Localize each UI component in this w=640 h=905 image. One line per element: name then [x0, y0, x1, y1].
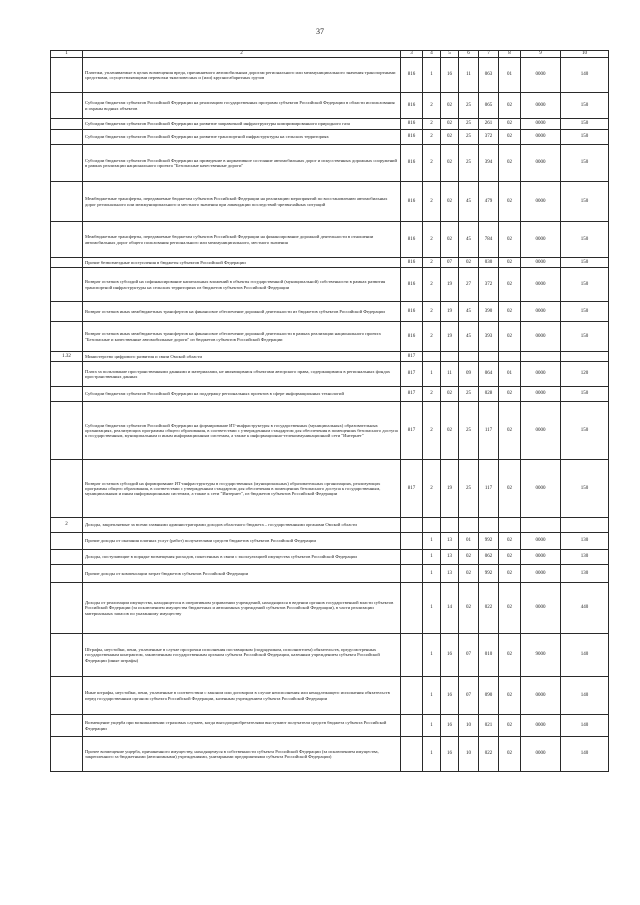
code-cell: 064: [479, 362, 499, 387]
table-row: [51, 302, 609, 322]
row-description: Прочие доходы от компенсации затрат бюджетов субъектов Российской Федерации: [83, 565, 401, 583]
code-cell: 07: [459, 634, 479, 677]
code-cell: 02: [459, 583, 479, 634]
code-cell: [479, 518, 499, 533]
code-cell: 022: [479, 737, 499, 772]
code-cell: 1: [423, 550, 441, 565]
code-cell: 02: [499, 677, 521, 715]
code-cell: 11: [441, 362, 459, 387]
code-cell: 16: [441, 677, 459, 715]
column-header: 6: [459, 51, 479, 58]
code-cell: 02: [499, 222, 521, 258]
code-cell: 393: [479, 322, 499, 352]
code-cell: 372: [479, 268, 499, 302]
code-cell: 021: [479, 715, 499, 737]
column-header: 7: [479, 51, 499, 58]
code-cell: 130: [561, 565, 609, 583]
code-cell: 02: [459, 565, 479, 583]
row-description: Штрафы, неустойки, пени, уплаченные в случае просрочки исполнения поставщиком (подрядчиком, исполнителем) обязательств, предусмотренных государственным контрактом, заключенным государственным органом субъекта Российской Федерации, казенным учреждением субъекта Российской Федерации (иные штрафы): [83, 634, 401, 677]
table-row: [51, 58, 609, 93]
code-cell: 25: [459, 119, 479, 130]
code-cell: 2: [423, 145, 441, 182]
code-cell: 0000: [521, 460, 561, 518]
code-cell: 816: [401, 222, 423, 258]
code-cell: [441, 518, 459, 533]
code-cell: 02: [499, 130, 521, 145]
code-cell: 150: [561, 302, 609, 322]
code-cell: 0000: [521, 93, 561, 119]
code-cell: 0000: [521, 583, 561, 634]
code-cell: 1: [423, 634, 441, 677]
code-cell: 02: [459, 258, 479, 268]
code-cell: 117: [479, 402, 499, 460]
table-row: [51, 550, 609, 565]
row-description: Субсидии бюджетам субъектов Российской Федерации на формирование ИТ-инфраструктуры в государственных (муниципальных) образовательных организациях, реализующих программы общего образования, в соответствии с утвержденным стандартом для обеспечения в помещениях безопасного доступа к государственным, муниципальным и иным информационным системам, а также к информационно-телекоммуникационной сети "Интернет": [83, 402, 401, 460]
code-cell: 140: [561, 58, 609, 93]
code-cell: 1: [423, 533, 441, 550]
row-index: [51, 258, 83, 268]
code-cell: 02: [499, 565, 521, 583]
code-cell: 117: [479, 460, 499, 518]
code-cell: [499, 518, 521, 533]
row-index: [51, 460, 83, 518]
row-description: Возврат остатков иных межбюджетных трансфертов на финансовое обеспечение дорожной деятельности в рамках реализации национального проекта "Безопасные и качественные автомобильные дороги" из бюджетов субъектов Российской Федерации: [83, 322, 401, 352]
code-cell: 02: [441, 387, 459, 402]
code-cell: 02: [441, 93, 459, 119]
code-cell: [561, 518, 609, 533]
code-cell: 2: [423, 182, 441, 222]
code-cell: 2: [423, 119, 441, 130]
code-cell: 0000: [521, 145, 561, 182]
code-cell: 2: [423, 222, 441, 258]
code-cell: [423, 518, 441, 533]
column-header: 1: [51, 51, 83, 58]
table-row: [51, 402, 609, 460]
code-cell: 25: [459, 402, 479, 460]
row-index: [51, 402, 83, 460]
code-cell: 19: [441, 460, 459, 518]
row-index: [51, 268, 83, 302]
code-cell: 02: [499, 737, 521, 772]
row-description: Возмещение ущерба при возникновении страховых случаев, когда выгодоприобретателями выступают получатели средств бюджета субъекта Российской Федерации: [83, 715, 401, 737]
code-cell: 022: [479, 583, 499, 634]
code-cell: 9000: [521, 634, 561, 677]
code-cell: 02: [499, 715, 521, 737]
row-index: [51, 634, 83, 677]
code-cell: 816: [401, 58, 423, 93]
row-index: [51, 322, 83, 352]
code-cell: 816: [401, 268, 423, 302]
table-row: [51, 222, 609, 258]
code-cell: 02: [441, 222, 459, 258]
row-index: [51, 362, 83, 387]
code-cell: 10: [459, 715, 479, 737]
table-row: [51, 565, 609, 583]
row-index: [51, 93, 83, 119]
code-cell: 01: [499, 362, 521, 387]
code-cell: [401, 533, 423, 550]
code-cell: 150: [561, 93, 609, 119]
column-header: 5: [441, 51, 459, 58]
code-cell: 0000: [521, 258, 561, 268]
table-row: [51, 533, 609, 550]
code-cell: 816: [401, 119, 423, 130]
code-cell: 394: [479, 145, 499, 182]
code-cell: 2: [423, 387, 441, 402]
row-index: [51, 302, 83, 322]
row-description: Прочие доходы от оказания платных услуг (работ) получателями средств бюджетов субъектов Российской Федерации: [83, 533, 401, 550]
code-cell: 10: [459, 737, 479, 772]
code-cell: 2: [423, 130, 441, 145]
code-cell: 130: [561, 550, 609, 565]
code-cell: 150: [561, 119, 609, 130]
row-description: Субсидии бюджетам субъектов Российской Федерации на приведение в нормативное состояние автомобильных дорог и искусственных дорожных сооружений в рамках реализации национального проекта "Безопасные качественные дороги": [83, 145, 401, 182]
table-row: [51, 145, 609, 182]
table-row: [51, 362, 609, 387]
code-cell: 13: [441, 533, 459, 550]
row-index: [51, 737, 83, 772]
code-cell: 150: [561, 130, 609, 145]
code-cell: 02: [499, 93, 521, 119]
code-cell: 816: [401, 302, 423, 322]
row-description: Иные штрафы, неустойки, пени, уплаченные в соответствии с законом или договором в случае неисполнения или ненадлежащего исполнения обязательств перед государственным органом субъекта Российской Федерации, казенным учреждением субъекта Российской Федерации: [83, 677, 401, 715]
column-header: 2: [83, 51, 401, 58]
code-cell: 090: [479, 677, 499, 715]
code-cell: 02: [441, 119, 459, 130]
code-cell: 02: [499, 583, 521, 634]
code-cell: 816: [401, 258, 423, 268]
code-cell: 0000: [521, 58, 561, 93]
code-cell: 817: [401, 352, 423, 362]
code-cell: [401, 550, 423, 565]
code-cell: 0000: [521, 130, 561, 145]
code-cell: 02: [499, 145, 521, 182]
code-cell: 2: [423, 302, 441, 322]
row-description: Платежи, уплачиваемые в целях возмещения вреда, причиняемого автомобильным дорогам регионального или межмуниципального значения транспортными средствами, осуществляющими перевозки тяжеловесных и (или) крупногабаритных грузов: [83, 58, 401, 93]
row-index: 2: [51, 518, 83, 533]
code-cell: 0000: [521, 737, 561, 772]
code-cell: 25: [459, 145, 479, 182]
code-cell: 16: [441, 715, 459, 737]
column-header: 9: [521, 51, 561, 58]
table-row: [51, 322, 609, 352]
code-cell: 816: [401, 322, 423, 352]
code-cell: 150: [561, 322, 609, 352]
table-row: [51, 715, 609, 737]
row-description: Субсидии бюджетам субъектов Российской Федерации на развитие заправочной инфраструктуры компримированного природного газа: [83, 119, 401, 130]
code-cell: [499, 352, 521, 362]
code-cell: 0000: [521, 550, 561, 565]
row-description: Субсидии бюджетам субъектов Российской Федерации на поддержку региональных проектов в сфере информационных технологий: [83, 387, 401, 402]
row-index: [51, 677, 83, 715]
code-cell: 07: [459, 677, 479, 715]
code-cell: 390: [479, 302, 499, 322]
table-row: [51, 93, 609, 119]
code-cell: 02: [499, 302, 521, 322]
code-cell: [401, 634, 423, 677]
row-index: [51, 387, 83, 402]
code-cell: 01: [459, 533, 479, 550]
code-cell: 2: [423, 268, 441, 302]
code-cell: 150: [561, 387, 609, 402]
code-cell: 19: [441, 322, 459, 352]
code-cell: 25: [459, 93, 479, 119]
table-row: [51, 130, 609, 145]
code-cell: 0000: [521, 322, 561, 352]
code-cell: 0000: [521, 182, 561, 222]
code-cell: 13: [441, 550, 459, 565]
row-index: [51, 119, 83, 130]
code-cell: 09: [459, 362, 479, 387]
code-cell: 816: [401, 145, 423, 182]
code-cell: 150: [561, 182, 609, 222]
code-cell: 02: [441, 182, 459, 222]
row-index: [51, 715, 83, 737]
code-cell: 130: [561, 533, 609, 550]
page-number: 37: [316, 27, 324, 36]
code-cell: 01: [499, 58, 521, 93]
table-row: [51, 460, 609, 518]
code-cell: 1: [423, 565, 441, 583]
code-cell: 1: [423, 58, 441, 93]
code-cell: [561, 352, 609, 362]
code-cell: 02: [499, 460, 521, 518]
code-cell: 02: [459, 550, 479, 565]
table-row: [51, 583, 609, 634]
row-description: Субсидии бюджетам субъектов Российской Федерации на развитие транспортной инфраструктуры на сельских территориях: [83, 130, 401, 145]
row-index: [51, 565, 83, 583]
code-cell: 02: [499, 402, 521, 460]
code-cell: 02: [499, 634, 521, 677]
code-cell: [521, 352, 561, 362]
code-cell: 440: [561, 583, 609, 634]
code-cell: 992: [479, 533, 499, 550]
row-index: 1.32: [51, 352, 83, 362]
table-row: [51, 518, 609, 533]
row-index: [51, 222, 83, 258]
code-cell: [479, 352, 499, 362]
code-cell: 150: [561, 402, 609, 460]
table-row: [51, 182, 609, 222]
code-cell: [441, 352, 459, 362]
code-cell: 2: [423, 460, 441, 518]
code-cell: [459, 352, 479, 362]
code-cell: 1: [423, 737, 441, 772]
code-cell: 02: [499, 182, 521, 222]
table-row: [51, 352, 609, 362]
code-cell: 1: [423, 715, 441, 737]
code-cell: 062: [479, 550, 499, 565]
row-index: [51, 58, 83, 93]
table-row: [51, 258, 609, 268]
code-cell: 817: [401, 402, 423, 460]
code-cell: 0000: [521, 677, 561, 715]
code-cell: 120: [561, 362, 609, 387]
code-cell: 25: [459, 130, 479, 145]
code-cell: 0000: [521, 402, 561, 460]
table-row: [51, 634, 609, 677]
row-index: [51, 182, 83, 222]
code-cell: 07: [441, 258, 459, 268]
code-cell: 02: [441, 130, 459, 145]
code-cell: 02: [499, 550, 521, 565]
row-description: Субсидии бюджетам субъектов Российской Федерации на реализацию государственных программ субъектов Российской Федерации в области использования и охраны водных объектов: [83, 93, 401, 119]
row-index: [51, 583, 83, 634]
row-description: Доходы, поступающие в порядке возмещения расходов, понесенных в связи с эксплуатацией имущества субъектов Российской Федерации: [83, 550, 401, 565]
code-cell: 2: [423, 93, 441, 119]
row-description: Возврат остатков субсидий на софинансирование капитальных вложений в объекты государственной (муниципальной) собственности в рамках развития транспортной инфраструктуры на сельских территориях из бюджетов субъектов Российской Федерации: [83, 268, 401, 302]
row-description: Доходы, закрепляемые за всеми главными администраторами доходов областного бюджета – государственными органами Омской области: [83, 518, 401, 533]
code-cell: 372: [479, 130, 499, 145]
code-cell: [401, 565, 423, 583]
code-cell: 028: [479, 387, 499, 402]
row-index: [51, 533, 83, 550]
code-cell: 140: [561, 634, 609, 677]
code-cell: 02: [441, 145, 459, 182]
code-cell: 992: [479, 565, 499, 583]
row-description: Возврат остатков иных межбюджетных трансфертов на финансовое обеспечение дорожной деятельности из бюджетов субъектов Российской Федерации: [83, 302, 401, 322]
code-cell: 19: [441, 302, 459, 322]
row-description: Межбюджетные трансферты, передаваемые бюджетам субъектов Российской Федерации на финансирование дорожной деятельности в отношении автомобильных дорог общего пользования регионального или межмуниципального, местного значения: [83, 222, 401, 258]
code-cell: 2: [423, 322, 441, 352]
code-cell: [521, 518, 561, 533]
code-cell: 45: [459, 302, 479, 322]
code-cell: 2: [423, 402, 441, 460]
code-cell: 13: [441, 565, 459, 583]
column-header: 4: [423, 51, 441, 58]
code-cell: 140: [561, 677, 609, 715]
code-cell: 010: [479, 634, 499, 677]
table-row: [51, 737, 609, 772]
code-cell: 45: [459, 182, 479, 222]
code-cell: 27: [459, 268, 479, 302]
code-cell: 0000: [521, 715, 561, 737]
code-cell: [401, 677, 423, 715]
row-description: Плата за пользование пространственными данными и материалами, не являющимися объектами авторского права, содержащимися в региональных фондах пространственных данных: [83, 362, 401, 387]
row-description: Доходы от реализации имущества, находящегося в оперативном управлении учреждений, находящихся в ведении органов государственной власти субъектов Российской Федерации (за исключением имущества бюджетных и автономных учреждений субъектов Российской Федерации), в части реализации материальных запасов по указанному имуществу: [83, 583, 401, 634]
row-description: Министерство цифрового развития и связи Омской области: [83, 352, 401, 362]
code-cell: 19: [441, 268, 459, 302]
code-cell: [401, 737, 423, 772]
code-cell: 14: [441, 583, 459, 634]
code-cell: 0000: [521, 362, 561, 387]
code-cell: 16: [441, 737, 459, 772]
code-cell: 150: [561, 145, 609, 182]
code-cell: 2: [423, 258, 441, 268]
row-index: [51, 130, 83, 145]
code-cell: 02: [499, 268, 521, 302]
code-cell: 0000: [521, 533, 561, 550]
code-cell: 150: [561, 222, 609, 258]
code-cell: 817: [401, 362, 423, 387]
code-cell: 140: [561, 715, 609, 737]
code-cell: 0000: [521, 268, 561, 302]
code-cell: 150: [561, 460, 609, 518]
column-header: 8: [499, 51, 521, 58]
code-cell: 02: [441, 402, 459, 460]
code-cell: 02: [499, 533, 521, 550]
code-cell: 030: [479, 258, 499, 268]
code-cell: [423, 352, 441, 362]
revenue-classification-table: [50, 50, 609, 772]
row-description: Прочие безвозмездные поступления в бюджеты субъектов Российской Федерации: [83, 258, 401, 268]
code-cell: 261: [479, 119, 499, 130]
code-cell: 02: [499, 119, 521, 130]
code-cell: 0000: [521, 119, 561, 130]
code-cell: 11: [459, 58, 479, 93]
code-cell: 0000: [521, 302, 561, 322]
code-cell: 0000: [521, 387, 561, 402]
code-cell: 479: [479, 182, 499, 222]
code-cell: 817: [401, 460, 423, 518]
code-cell: 1: [423, 677, 441, 715]
code-cell: 150: [561, 268, 609, 302]
code-cell: 1: [423, 362, 441, 387]
column-header-row: [51, 51, 609, 58]
code-cell: 25: [459, 460, 479, 518]
code-cell: 16: [441, 634, 459, 677]
row-description: Возврат остатков субсидий на формирование ИТ-инфраструктуры в государственных (муниципальных) образовательных организациях, реализующих программы общего образования, в соответствии с утвержденным стандартом для обеспечения в помещениях безопасного доступа к государственным, муниципальным и иным информационным системам, а также к сети "Интернет", из бюджетов субъектов Российской Федерации: [83, 460, 401, 518]
table-row: [51, 677, 609, 715]
code-cell: 065: [479, 93, 499, 119]
code-cell: 25: [459, 387, 479, 402]
code-cell: 816: [401, 130, 423, 145]
row-description: Прочее возмещение ущерба, причиненного имуществу, находящемуся в собственности субъекта Российской Федерации (за исключением имущества, закрепленного за бюджетными (автономными) учреждениями, унитарными предприятиями субъекта Российской Федерации): [83, 737, 401, 772]
code-cell: [401, 583, 423, 634]
code-cell: 02: [499, 387, 521, 402]
code-cell: 150: [561, 258, 609, 268]
code-cell: [401, 715, 423, 737]
column-header: 3: [401, 51, 423, 58]
code-cell: 816: [401, 182, 423, 222]
code-cell: 0000: [521, 222, 561, 258]
table-row: [51, 268, 609, 302]
code-cell: 0000: [521, 565, 561, 583]
code-cell: 817: [401, 387, 423, 402]
row-description: Межбюджетные трансферты, передаваемые бюджетам субъектов Российской Федерации на реализацию мероприятий по восстановлению автомобильных дорог регионального или межмуниципального и местного значения при ликвидации последствий чрезвычайных ситуаций: [83, 182, 401, 222]
column-header: 10: [561, 51, 609, 58]
code-cell: 063: [479, 58, 499, 93]
code-cell: 816: [401, 93, 423, 119]
row-index: [51, 550, 83, 565]
code-cell: 02: [499, 258, 521, 268]
row-index: [51, 145, 83, 182]
table-row: [51, 119, 609, 130]
code-cell: 45: [459, 222, 479, 258]
code-cell: 140: [561, 737, 609, 772]
code-cell: [401, 518, 423, 533]
code-cell: 784: [479, 222, 499, 258]
code-cell: [459, 518, 479, 533]
code-cell: 02: [499, 322, 521, 352]
code-cell: 45: [459, 322, 479, 352]
code-cell: 1: [423, 583, 441, 634]
table-row: [51, 387, 609, 402]
code-cell: 16: [441, 58, 459, 93]
